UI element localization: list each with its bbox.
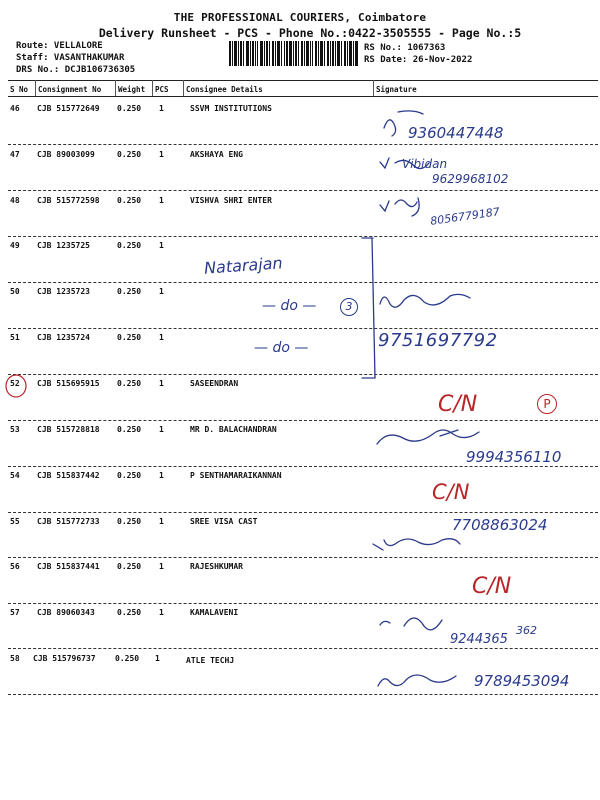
signature-scribble [373,539,460,550]
row-consignment: CJB 515772598 [37,196,100,205]
row-consignment: CJB 515772649 [37,104,100,113]
row-weight: 0.250 [117,241,142,250]
row-sno: 57 [10,608,20,617]
row-pcs: 1 [159,196,164,205]
row-weight: 0.250 [115,654,140,663]
row-52-circle [6,375,26,397]
row-consignee: ATLE TECHJ [186,656,235,665]
signature-phone: 9244365 [450,632,508,647]
row-pcs: 1 [159,471,164,480]
col-header-consignment: Consignment No [38,85,102,94]
row-sno: 53 [10,425,20,434]
row-consignment: CJB 89060343 [37,608,95,617]
signature-phone: 362 [516,624,537,637]
row-weight: 0.250 [117,471,142,480]
row-sno: 54 [10,471,20,480]
row-sno: 56 [10,562,20,571]
row-sno: 55 [10,517,20,526]
row-sno: 50 [10,287,20,296]
row-weight: 0.250 [117,379,142,388]
signature-scribble [378,675,456,686]
cn-mark: C/N [432,480,470,504]
row-sno: 47 [10,150,20,159]
row-pcs: 1 [159,150,164,159]
row-consignee: SREE VISA CAST [190,517,258,526]
row-pcs: 1 [155,654,160,663]
row-pcs: 1 [159,562,164,571]
signature-scribble [380,294,470,307]
route-label: Route: VELLALORE [16,41,103,51]
staff-label: Staff: VASANTHAKUMAR [16,53,125,63]
col-header-sno: S No [10,85,29,94]
row-consignee: RAJESHKUMAR [190,562,243,571]
signature-phone: 9789453094 [474,672,570,690]
handwritten-name: Natarajan [203,253,284,278]
row-pcs: 1 [159,241,164,250]
signature-name: Vibidan [402,157,448,171]
row-consignment: CJB 515796737 [33,654,96,663]
signature-phone: 9751697792 [378,330,498,351]
row-sno: 48 [10,196,20,205]
signature-phone: 7708863024 [452,516,548,534]
row-weight: 0.250 [117,196,142,205]
row-consignee: SASEENDRAN [190,379,239,388]
row-pcs: 1 [159,379,164,388]
rs-number: RS No.: 1067363 [364,43,446,53]
row-sno: 46 [10,104,20,113]
row-consignment: CJB 515695915 [37,379,100,388]
cn-mark: C/N [438,392,478,417]
signature-phone: 9360447448 [408,124,504,142]
row-consignment: CJB 1235723 [37,287,90,296]
row-sno: 51 [10,333,20,342]
row-weight: 0.250 [117,104,142,113]
row-consignment: CJB 515837442 [37,471,100,480]
cn-mark: C/N [472,574,512,599]
ditto-mark: — do — [262,298,317,314]
signature-phone: 9629968102 [432,172,509,186]
row-pcs: 1 [159,517,164,526]
row-consignee: SSVM INSTITUTIONS [190,104,272,113]
row-pcs: 1 [159,287,164,296]
circled-letter: P [537,394,557,414]
row-consignee: P SENTHAMARAIKANNAN [190,471,282,480]
row-sno: 58 [10,654,20,663]
row-pcs: 1 [159,425,164,434]
row-consignment: CJB 89003099 [37,150,95,159]
col-header-consignee: Consignee Details [186,85,263,94]
rs-date: RS Date: 26-Nov-2022 [364,55,473,65]
row-pcs: 1 [159,104,164,113]
row-weight: 0.250 [117,517,142,526]
row-consignee: AKSHAYA ENG [190,150,243,159]
row-consignment: CJB 515728818 [37,425,100,434]
signature-scribble [377,430,479,444]
row-consignment: CJB 515837441 [37,562,100,571]
row-weight: 0.250 [117,608,142,617]
row-consignment: CJB 515772733 [37,517,100,526]
row-consignment: CJB 1235724 [37,333,90,342]
row-consignee: VISHVA SHRI ENTER [190,196,272,205]
row-consignee: MR D. BALACHANDRAN [190,425,277,434]
row-weight: 0.250 [117,287,142,296]
company-title: THE PROFESSIONAL COURIERS, Coimbatore [173,11,427,24]
signature-phone: 8056779187 [429,205,501,228]
col-header-weight: Weight [118,85,146,94]
row-consignee: KAMALAVENI [190,608,239,617]
row-weight: 0.250 [117,425,142,434]
row-sno: 52 [10,379,20,388]
row-weight: 0.250 [117,562,142,571]
row-weight: 0.250 [117,333,142,342]
runsheet-subtitle: Delivery Runsheet - PCS - Phone No.:0422-3505555 - Page No.:5 [98,26,522,40]
signature-phone: 9994356110 [466,448,562,466]
row-weight: 0.250 [117,150,142,159]
bracket-line [372,238,375,378]
drs-number: DRS No.: DCJB106736305 [16,65,136,75]
signature-scribble [380,618,442,630]
row-pcs: 1 [159,608,164,617]
signature-scribble [380,198,419,216]
row-sno: 49 [10,241,20,250]
col-header-signature: Signature [376,85,417,94]
circled-number: 3 [340,298,358,316]
row-pcs: 1 [159,333,164,342]
ditto-mark: — do — [254,340,309,356]
col-header-pcs: PCS [155,85,169,94]
row-consignment: CJB 1235725 [37,241,90,250]
